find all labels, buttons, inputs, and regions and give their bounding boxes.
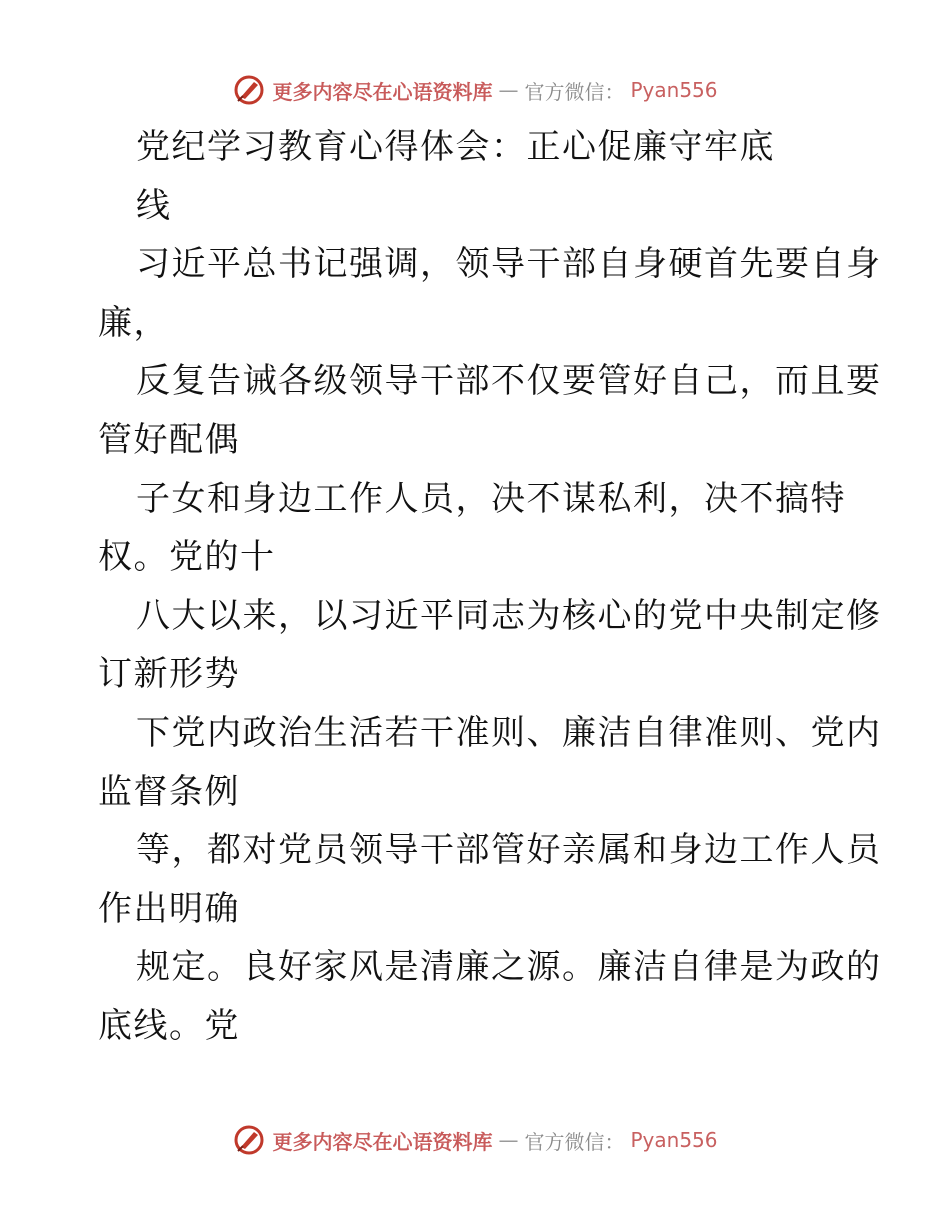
quill-logo-icon	[232, 73, 266, 107]
header-banner	[0, 70, 950, 110]
footer-brand-text: 更多内容尽在心语资料库	[272, 1129, 493, 1154]
paragraph-line: 订新形势	[98, 654, 240, 695]
paragraph-line: 规定。良好家风是清廉之源。廉洁自律是为政的	[136, 947, 882, 988]
paragraph-line: 管好配偶	[98, 419, 240, 460]
header-wechat-label: 官方微信：	[524, 79, 625, 104]
paragraph-line: 廉，	[98, 302, 169, 343]
header-wechat-id: Pyan556	[630, 78, 718, 102]
paragraph-line: 下党内政治生活若干准则、廉洁自律准则、党内	[136, 712, 882, 753]
quill-logo-icon	[232, 1123, 266, 1157]
footer-banner	[0, 1120, 950, 1160]
document-title-line-2: 线	[136, 185, 172, 226]
paragraph-line: 习近平总书记强调，领导干部自身硬首先要自身	[136, 244, 882, 285]
paragraph-line: 等，都对党员领导干部管好亲属和身边工作人员	[136, 830, 882, 871]
paragraph-line: 权。党的十	[98, 537, 276, 578]
paragraph-line: 八大以来，以习近平同志为核心的党中央制定修	[136, 595, 882, 636]
document-body	[98, 118, 882, 1056]
paragraph-line: 底线。党	[98, 1005, 240, 1046]
footer-wechat-label: 官方微信：	[524, 1129, 625, 1154]
paragraph-line: 反复告诫各级领导干部不仅要管好自己，而且要	[136, 361, 882, 402]
document-title-line-1: 党纪学习教育心得体会：正心促廉守牢底	[136, 127, 775, 167]
header-separator: —	[498, 78, 519, 102]
header-brand-text: 更多内容尽在心语资料库	[272, 79, 493, 104]
paragraph-line: 监督条例	[98, 771, 240, 812]
paragraph-line: 子女和身边工作人员，决不谋私利，决不搞特	[136, 478, 846, 519]
footer-wechat-id: Pyan556	[630, 1128, 718, 1152]
footer-separator: —	[498, 1128, 519, 1152]
paragraph-line: 作出明确	[98, 888, 240, 929]
